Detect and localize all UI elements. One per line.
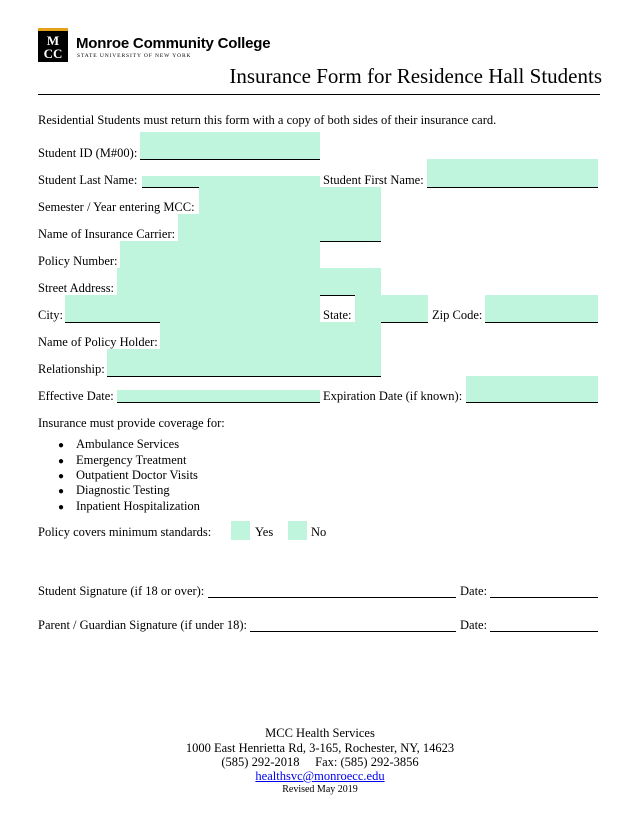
parent-signature-label: Parent / Guardian Signature (if under 18): [38,618,247,632]
zip-label: Zip Code: [432,308,483,322]
footer-contact [0,755,640,770]
zip-underline [485,322,598,323]
footer-email-link[interactable]: healthsvc@monroecc.edu [255,769,385,783]
footer-fax: Fax: (585) 292-3856 [315,755,419,769]
form-title: Insurance Form for Residence Hall Students [229,64,602,88]
street-input[interactable] [117,268,381,295]
footer-email-row [0,769,640,784]
bullet-icon: ● [58,440,65,451]
state-input[interactable] [355,295,428,322]
standards-no-checkbox[interactable] [288,521,307,540]
relationship-input[interactable] [107,349,381,376]
logo-mark-bottom: CC [43,46,63,61]
student-id-label: Student ID (M#00): [38,146,138,160]
policy-holder-label: Name of Policy Holder: [38,335,158,349]
zip-input[interactable] [485,295,598,322]
parent-date-label: Date: [460,618,488,632]
relationship-label: Relationship: [38,362,105,376]
intro-text: Residential Students must return this form with a copy of both sides of their insurance card. [38,113,497,127]
standards-label: Policy covers minimum standards: [38,525,212,539]
coverage-item: Outpatient Doctor Visits [76,468,198,482]
standards-yes-checkbox[interactable] [231,521,250,540]
expiration-date-label: Expiration Date (if known): [323,389,463,403]
policy-number-label: Policy Number: [38,254,118,268]
standards-no-label: No [311,525,327,539]
effective-date-input[interactable] [117,390,320,402]
street-label: Street Address: [38,281,115,295]
policy-number-input[interactable] [120,241,320,268]
student-date-line[interactable] [490,597,598,598]
standards-yes-label: Yes [255,525,274,539]
city-label: City: [38,308,64,322]
state-label: State: [323,308,352,322]
footer-address: 1000 East Henrietta Rd, 3-165, Rochester, NY, 14623 [185,741,455,755]
footer-revised: Revised May 2019 [282,784,358,795]
first-name-label: Student First Name: [323,173,424,187]
relationship-underline [107,376,381,377]
title-divider [38,94,600,95]
college-logo-mark [38,28,68,62]
expiration-date-input[interactable] [466,376,598,402]
policy-holder-input[interactable] [160,322,381,349]
coverage-item: Diagnostic Testing [76,483,170,497]
footer-office: MCC Health Services [265,726,375,740]
coverage-item: Ambulance Services [76,437,180,451]
carrier-label: Name of Insurance Carrier: [38,227,176,241]
student-date-label: Date: [460,584,488,598]
semester-input[interactable] [199,187,381,214]
logo-mark-top: M [46,33,60,48]
student-signature-line[interactable] [208,597,456,598]
college-subtitle: STATE UNIVERSITY OF NEW YORK [77,53,192,59]
effective-date-label: Effective Date: [38,389,114,403]
coverage-item: Inpatient Hospitalization [76,499,200,513]
city-input[interactable] [65,295,320,322]
expiration-date-underline [466,402,598,403]
carrier-input[interactable] [178,214,381,241]
parent-date-line[interactable] [490,631,598,632]
college-name: Monroe Community College [76,35,271,52]
parent-signature-line[interactable] [250,631,456,632]
student-id-input[interactable] [140,132,320,159]
last-name-input[interactable] [142,176,320,187]
effective-date-underline [117,402,320,403]
footer-phone: (585) 292-2018 [221,755,300,769]
student-signature-label: Student Signature (if 18 or over): [38,584,205,598]
bullet-icon: ● [58,456,65,467]
coverage-heading: Insurance must provide coverage for: [38,416,225,430]
bullet-icon: ● [58,471,65,482]
bullet-icon: ● [58,486,65,497]
semester-label: Semester / Year entering MCC: [38,200,195,214]
last-name-label: Student Last Name: [38,173,138,187]
first-name-input[interactable] [427,159,598,187]
first-name-underline [427,187,598,188]
bullet-icon: ● [58,502,65,513]
student-id-underline [140,159,320,160]
coverage-item: Emergency Treatment [76,453,187,467]
